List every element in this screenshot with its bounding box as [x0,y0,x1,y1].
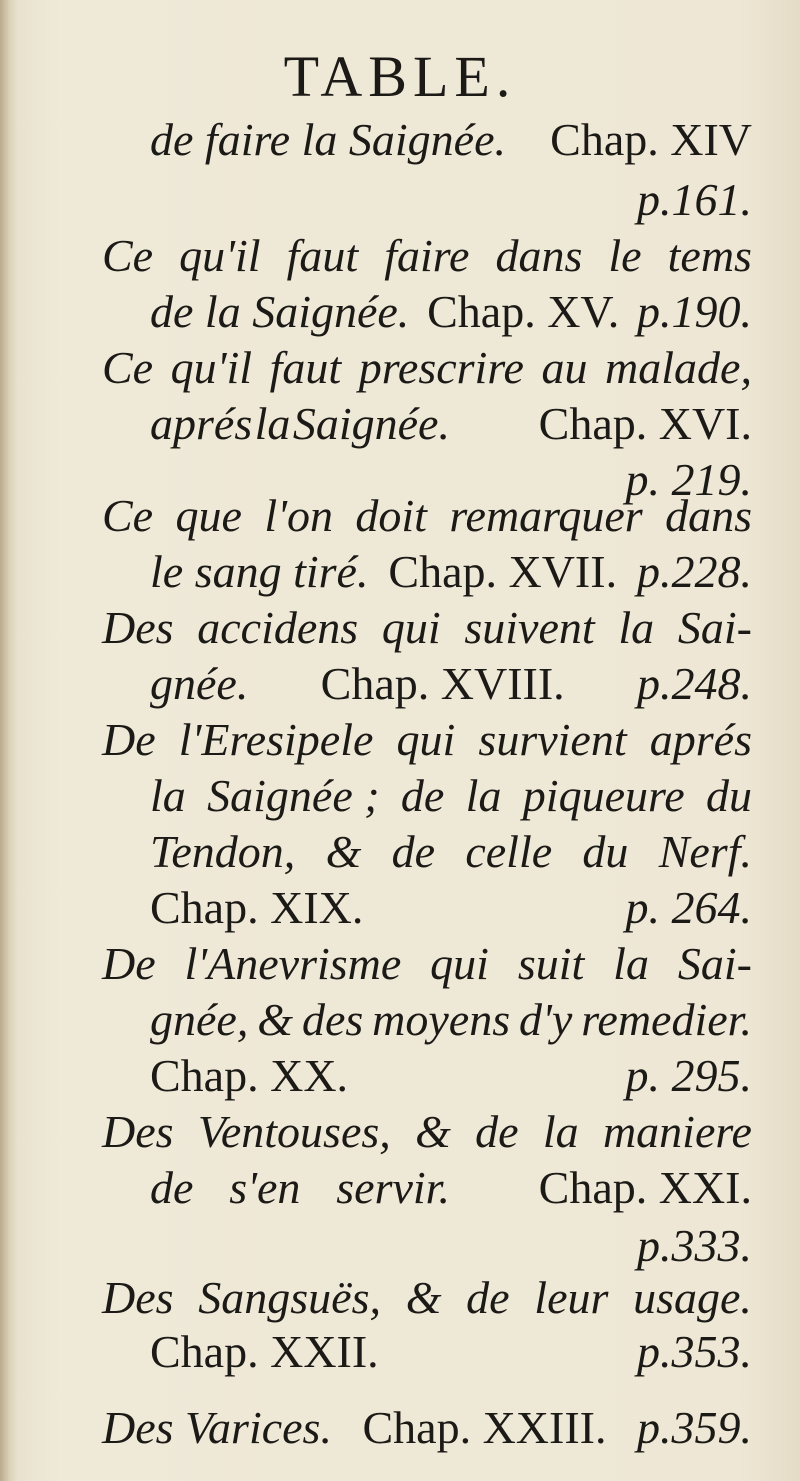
entry-word: la [618,602,655,653]
entry-word: de [400,770,445,821]
page-reference: p.353. [637,1326,752,1377]
entry-word: Sai- [677,602,752,653]
entry-word: Saignée. [292,398,450,449]
toc-line [150,112,752,168]
entry-word: la [465,770,502,821]
toc-line [102,936,752,992]
chapter-label: Chap. XIV [550,114,752,165]
entry-word: qu'il [170,342,253,393]
entry-word: aprés [649,714,752,765]
toc-line [150,284,752,340]
toc-line [102,712,752,768]
entry-word: qui [430,938,489,989]
toc-line [150,172,752,228]
page-reference: p.248. [637,658,752,709]
entry-word: d'y [519,994,573,1045]
entry-word: l'on [264,490,333,541]
entry-word: Ventouses, [197,1106,391,1157]
entry-word: l'Anevrisme [184,938,402,989]
entry-word: au [541,342,588,393]
entry-word: Sangsuës, [198,1272,381,1323]
toc-line [150,656,752,712]
entry-word: l'Eresipele [178,714,374,765]
entry-word: faire [384,230,470,281]
entry-word: Tendon, [150,826,296,877]
chapter-label: Chap. XV. [427,286,620,337]
entry-word: qu'il [179,230,261,281]
entry-word: du [582,826,629,877]
entry-word: Ce [102,342,154,393]
entry-word: la [542,1106,579,1157]
entry-word: Des [102,602,174,653]
entry-word: remedier. [581,994,752,1045]
entry-word: Nerf. [658,826,752,877]
entry-title: le sang tiré. [150,546,369,597]
entry-word: dans [495,230,583,281]
toc-line [102,228,752,284]
entry-word: accidens [197,602,359,653]
entry-word: & [325,826,362,877]
entry-word: Des [102,1272,174,1323]
entry-word: malade, [605,342,752,393]
entry-word: de [150,1162,194,1213]
toc-line [150,544,752,600]
page-reference: p.161. [637,174,752,225]
page-reference: p. 295. [625,1050,752,1101]
page-reference: p. 264. [625,882,752,933]
page-reference: p.190. [636,286,752,337]
entry-word: la [254,398,291,449]
entry-word: qui [381,602,441,653]
entry-title: de la Saignée. [150,286,410,337]
entry-word: usage. [633,1272,752,1323]
entry-word: remarquer [449,490,643,541]
entry-word: De [102,938,156,989]
running-title: TABLE. [283,44,517,109]
entry-title: gnée. [150,658,249,709]
chapter-label: Chap. XXII. [150,1326,379,1377]
entry-word: & [415,1106,451,1157]
chapter-label: Chap. XVIII. [320,658,565,709]
entry-word: de [475,1106,519,1157]
page-edge [0,0,10,1481]
entry-word: de [391,826,436,877]
chapter-label: Chap. XX. [150,1050,349,1101]
page-reference: p.333. [637,1220,752,1271]
entry-word: que [175,490,242,541]
entry-word: des [301,994,364,1045]
entry-word: Saignée ; [207,770,380,821]
entry-word: suit [517,938,585,989]
chapter-label: Chap. XXI. [538,1162,752,1213]
toc-line [102,1104,752,1160]
entry-word: qui [396,714,456,765]
entry-word: faut [269,342,342,393]
toc-line [102,340,752,396]
entry-word: maniere [602,1106,752,1157]
entry-word: s'en [229,1162,301,1213]
entry-word: doit [355,490,427,541]
entry-word: servir. [336,1162,450,1213]
chapter-label: Chap. XVI. [538,398,752,449]
toc-line [150,992,752,1048]
toc-line [150,824,752,880]
entry-word: aprés [150,398,253,449]
entry-word: la [613,938,649,989]
toc-line [150,1160,752,1216]
entry-word: du [705,770,752,821]
entry-word: De [102,714,156,765]
entry-word: leur [534,1272,609,1323]
entry-word: de [466,1272,510,1323]
entry-word: & [405,1272,442,1323]
toc-line [150,880,752,936]
entry-word: Ce [102,490,154,541]
chapter-label: Chap. XIX. [150,882,364,933]
page-reference: p. 219. [625,454,752,505]
toc-line [102,488,752,544]
entry-word: moyens [372,994,511,1045]
page-reference: p.228. [636,546,752,597]
entry-word: & [257,994,294,1045]
entry-word: piqueure [522,770,685,821]
entry-word: prescrire [358,342,524,393]
entry-word: le [608,230,642,281]
toc-line [102,1400,752,1456]
chapter-label: Chap. XXIII. [362,1402,607,1453]
entry-word: celle [465,826,553,877]
entry-word: Sai- [677,938,752,989]
chapter-label: Chap. XVII. [388,546,618,597]
entry-word: la [150,770,186,821]
entry-title: de faire la Saignée. [150,114,506,165]
toc-line [150,1218,752,1274]
entry-title: Des Varices. [102,1402,332,1453]
toc-line [150,396,752,452]
toc-line [150,768,752,824]
entry-word: tems [667,230,752,281]
entry-word: suivent [464,602,595,653]
toc-line [102,1270,752,1326]
entry-word: Des [102,1106,174,1157]
entry-word: faut [286,230,359,281]
entry-word: survient [478,714,627,765]
toc-line [150,1324,752,1380]
entry-word: gnée, [150,994,249,1045]
toc-line [102,600,752,656]
page-reference: p.359. [637,1402,752,1453]
toc-line [150,1048,752,1104]
entry-word: Ce [102,230,154,281]
entry-word: dans [665,490,752,541]
